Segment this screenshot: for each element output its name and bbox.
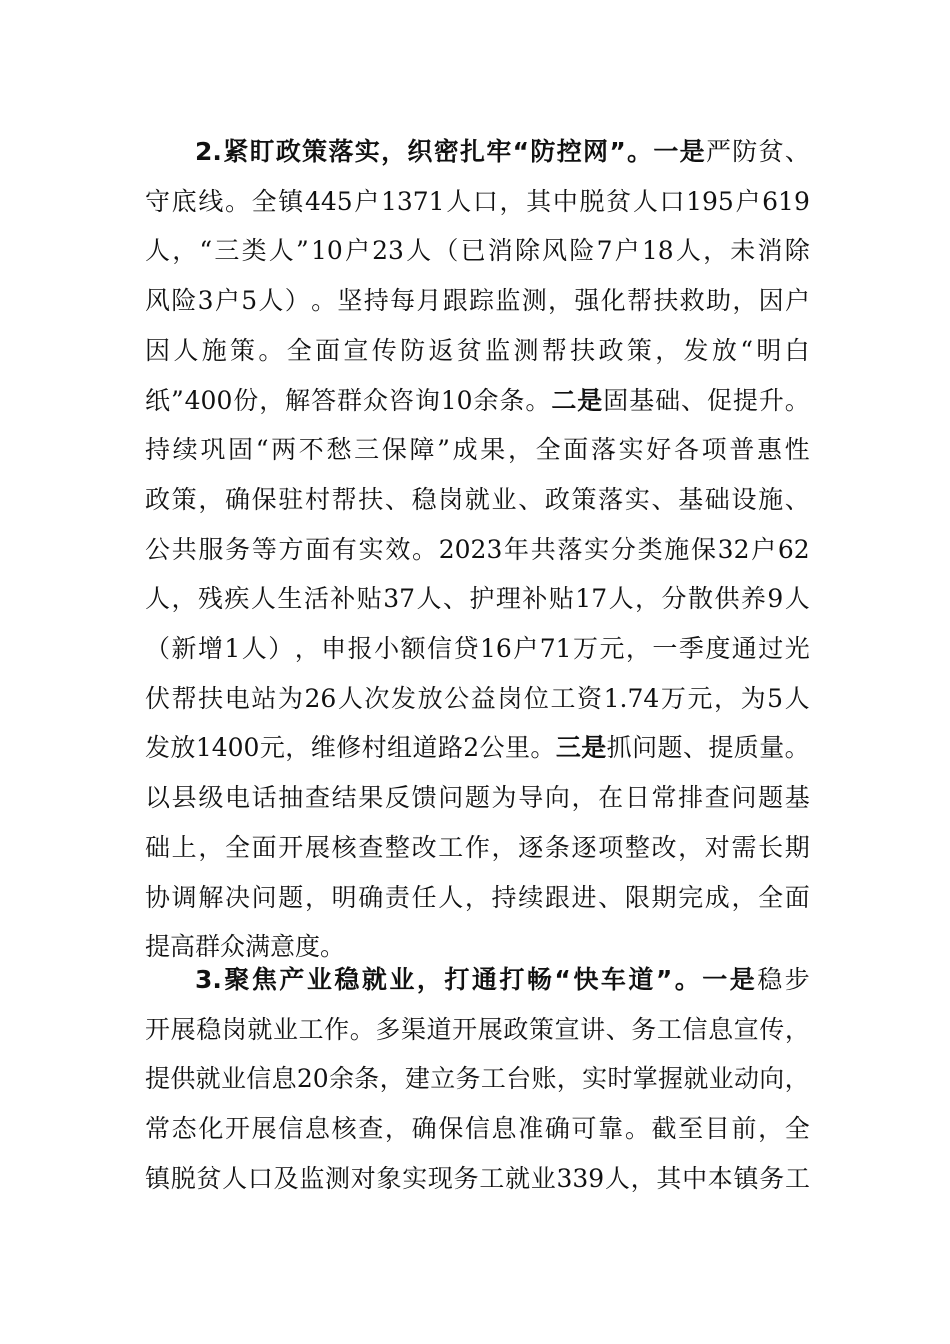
- text-line: 风 险 3 户 5 人 ） 。 坚 持 每 月 跟 踪 监 测 ， 强 化 帮 扶 救 助 ， 因 户: [145, 286, 810, 316]
- text-line: 开 展 稳 岗 就 业 工 作 。 多 渠 道 开 展 政 策 宣 讲 、 务 工 信 息 宣 传 ，: [145, 1014, 810, 1044]
- text-line: 伏 帮 扶 电 站 为 26 人 次 发 放 公 益 岗 位 工 资 1.74 万 元 ， 为 5 人: [145, 683, 810, 713]
- text-segment: 提高群众满意度。: [145, 932, 346, 962]
- text-line: 发 放 1400 元 ， 维 修 村 组 道 路 2 公 里 。 三 是 抓 问 题 、 提 质 量 。: [145, 733, 810, 763]
- text-line: 公 共 服 务 等 方 面 有 实 效 。 2023 年 共 落 实 分 类 施 保 32 户 62: [145, 534, 810, 564]
- text-line: （ 新 增 1 人 ） ， 申 报 小 额 信 贷 16 户 71 万 元 ， 一 季 度 通 过 光: [145, 634, 810, 663]
- text-line: 3. 聚 焦 产 业 稳 就 业 ， 打 通 打 畅 “ 快 车 道 ” 。 一 是 稳 步: [195, 965, 810, 994]
- text-line: 2. 紧 盯 政 策 落 实 ， 织 密 扎 牢 “ 防 控 网 ” 。 一 是 严 防 贫 、: [195, 137, 810, 166]
- text-line: 纸 ” 400 份 ， 解 答 群 众 咨 询 10 余 条 。 二 是 固 基 础 、 促 提 升 。: [145, 385, 810, 415]
- text-line: 人 ， 残 疾 人 生 活 补 贴 37 人 、 护 理 补 贴 17 人 ， 分 散 供 养 9 人: [145, 584, 810, 614]
- text-line: 以 县 级 电 话 抽 查 结 果 反 馈 问 题 为 导 向 ， 在 日 常 排 查 问 题 基: [145, 783, 810, 813]
- text-line: 镇 脱 贫 人 口 及 监 测 对 象 实 现 务 工 就 业 339 人 ， 其 中 本 镇 务 工: [145, 1163, 810, 1193]
- text-line: 因 人 施 策 。 全 面 宣 传 防 返 贫 监 测 帮 扶 政 策 ， 发 放 “ 明 白: [145, 335, 810, 365]
- text-line: 础 上 ， 全 面 开 展 核 查 整 改 工 作 ， 逐 条 逐 项 整 改 ， 对 需 长 期: [145, 832, 810, 862]
- text-line: 常 态 化 开 展 信 息 核 查 ， 确 保 信 息 准 确 可 靠 。 截 至 目 前 ， 全: [145, 1114, 810, 1144]
- text-line: 提 供 就 业 信 息 20 余 条 ， 建 立 务 工 台 账 ， 实 时 掌 握 就 业 动 向 ，: [145, 1064, 810, 1094]
- text-line: 持 续 巩 固 “ 两 不 愁 三 保 障 ” 成 果 ， 全 面 落 实 好 各 项 普 惠 性: [145, 435, 810, 465]
- text-line: 守 底 线 。 全 镇 445 户 1371 人 口 ， 其 中 脱 贫 人 口 195 户 619: [145, 186, 810, 216]
- text-line: 协 调 解 决 问 题 ， 明 确 责 任 人 ， 持 续 跟 进 、 限 期 完 成 ， 全 面: [145, 882, 810, 912]
- text-line: 政 策 ， 确 保 驻 村 帮 扶 、 稳 岗 就 业 、 政 策 落 实 、 基 础 设 施 、: [145, 484, 810, 514]
- text-line: 人 ， “ 三 类 人 ” 10 户 23 人 （ 已 消 除 风 险 7 户 18 人 ， 未 消 除: [145, 236, 810, 266]
